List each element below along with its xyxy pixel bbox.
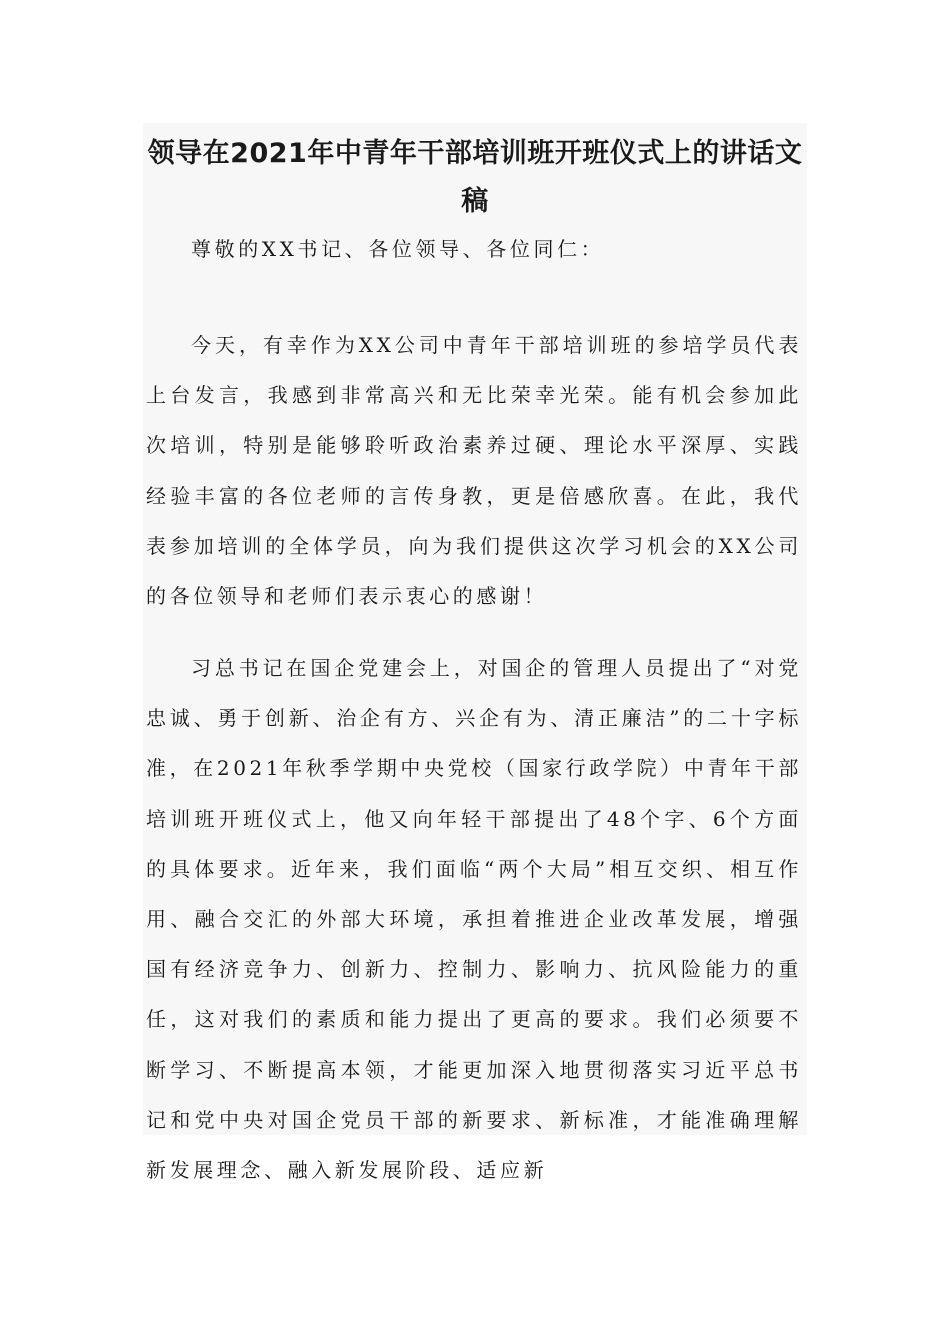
paragraph-body: 习总书记在国企党建会上，对国企的管理人员提出了“对党忠诚、勇于创新、治企有方、兴企有为、清正廉洁”的二十字标准，在2021年秋季学期中央党校（国家行政学院）中青年干部培训班开班仪式上，他又向年轻干部提出了48个字、6个方面的具体要求。近年来，我们面临“两个大局”相互交织、相互作用、融合交汇的外部大环境，承担着推进企业改革发展，增强国有经济竞争力、创新力、控制力、影响力、抗风险能力的重任，这对我们的素质和能力提出了更高的要求。我们必须要不断学习、不断提高本领，才能更加深入地贯彻落实习近平总书记和党中央对国企党员干部的新要求、新标准，才能准确理解新发展理念、融入新发展阶段、适应新 (146, 656, 802, 1183)
paragraph-intro: 今天，有幸作为XX公司中青年干部培训班的参培学员代表上台发言，我感到非常高兴和无比荣幸光荣。能有机会参加此次培训，特别是能够聆听政治素养过硬、理论水平深厚、实践经验丰富的各位老师的言传身教，更是倍感欣喜。在此，我代表参加培训的全体学员，向为我们提供这次学习机会的XX公司的各位领导和老师们表示衷心的感谢！ (146, 333, 802, 609)
paragraph-greeting: 尊敬的XX书记、各位领导、各位同仁： (191, 237, 605, 261)
document-title: 领导在2021年中青年干部培训班开班仪式上的讲话文稿 (147, 138, 803, 217)
